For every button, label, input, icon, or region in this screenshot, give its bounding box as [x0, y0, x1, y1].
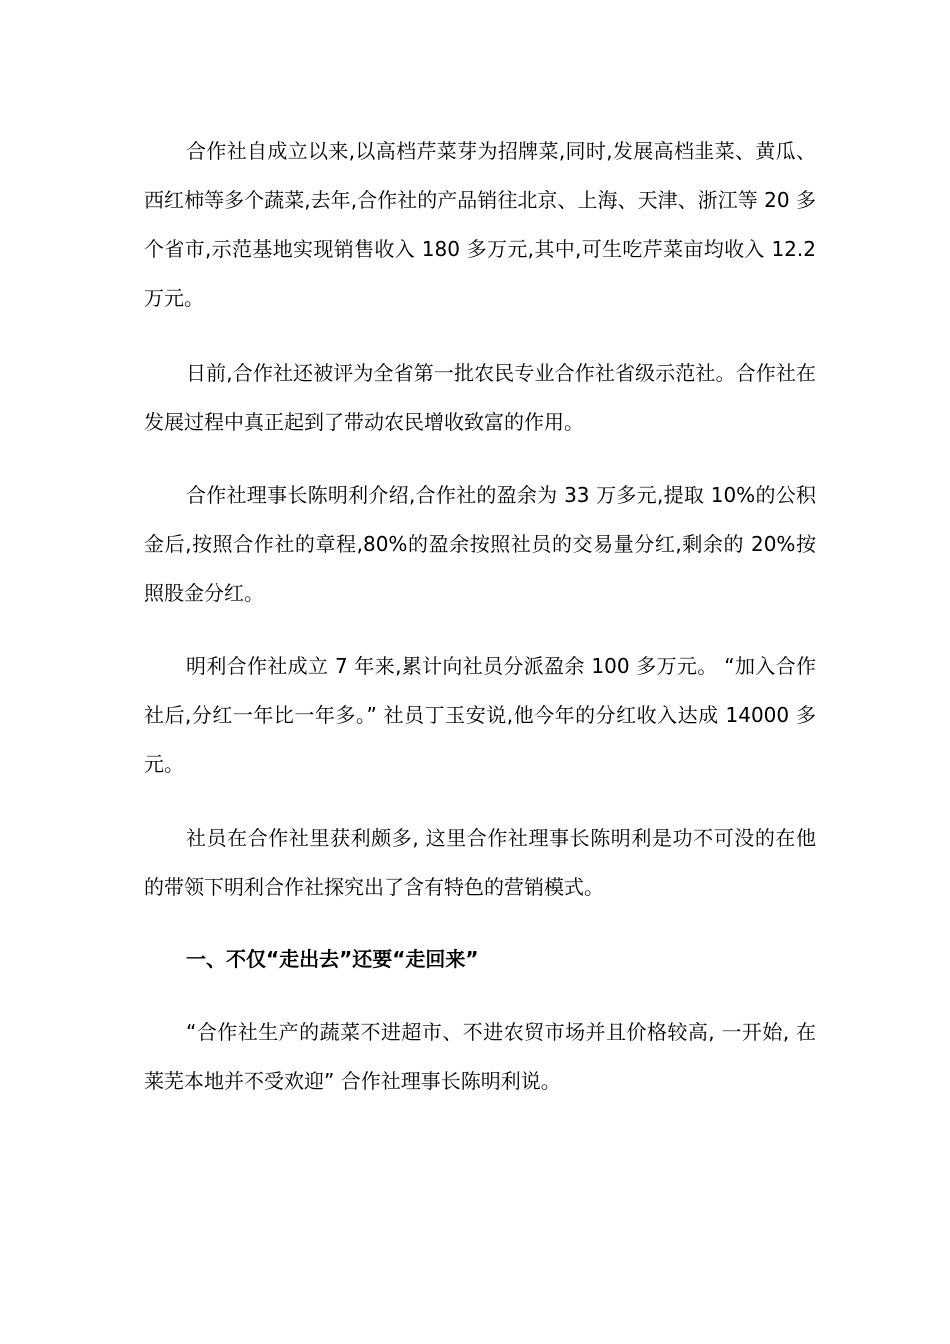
paragraph-6: “合作社生产的蔬菜不进超市、不进农贸市场并且价格较高, 一开始, 在莱芜本地并不受欢迎” 合作社理事长陈明利说。 — [144, 1020, 816, 1093]
paragraph-2: 日前,合作社还被评为全省第一批农民专业合作社省级示范社。合作社在发展过程中真正起到了带动农民增收致富的作用。 — [144, 361, 816, 434]
section-heading: 一、不仅“走出去”还要“走回来” — [186, 947, 479, 971]
paragraph-5: 社员在合作社里获利颇多, 这里合作社理事长陈明利是功不可没的在他的带领下明利合作社探究出了含有特色的营销模式。 — [144, 826, 816, 899]
paragraph-4: 明利合作社成立 7 年来,累计向社员分派盈余 100 多万元。 “加入合作社后,分红一年比一年多。” 社员丁玉安说,他今年的分红收入达成 14000 多元。 — [144, 654, 816, 776]
paragraph-3: 合作社理事长陈明利介绍,合作社的盈余为 33 万多元,提取 10%的公积金后,按照合作社的章程,80%的盈余按照社员的交易量分红,剩余的 20%按照股金分红。 — [144, 483, 816, 605]
paragraph-1: 合作社自成立以来,以高档芹菜芽为招牌菜,同时,发展高档韭菜、黄瓜、西红柿等多个蔬菜,去年,合作社的产品销往北京、上海、天津、浙江等 20 多个省市,示范基地实现销售收入 180 多万元,其中,可生吃芹菜亩均收入 12.2 万元。 — [144, 139, 816, 310]
